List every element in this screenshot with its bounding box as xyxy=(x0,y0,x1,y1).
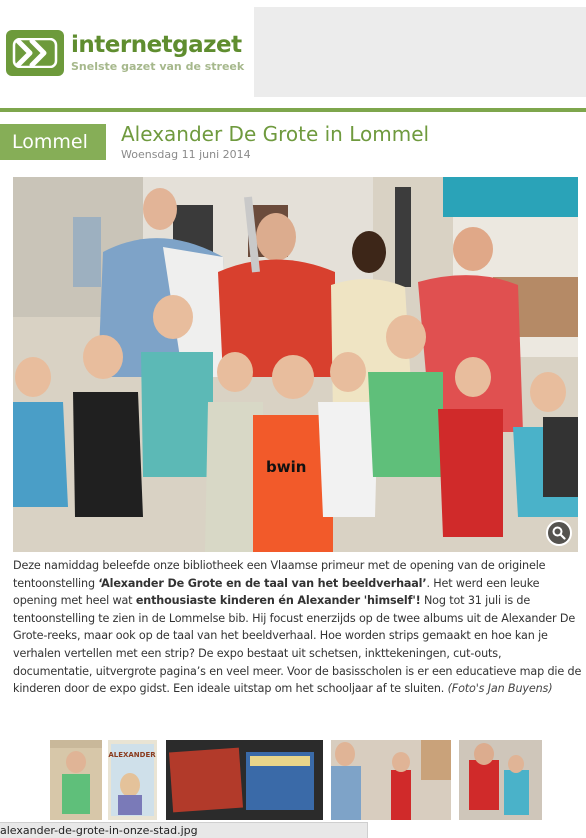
gallery-thumbnail[interactable] xyxy=(166,740,323,820)
body-emphasis: ‘Alexander De Grote en de taal van het beeldverhaal’ xyxy=(98,576,427,590)
article-title: Alexander De Grote in Lommel xyxy=(121,122,430,146)
advertisement-banner[interactable] xyxy=(254,7,586,97)
article-date: Woensdag 11 juni 2014 xyxy=(121,148,251,161)
thumbnail-caption: ALEXANDER xyxy=(108,751,156,759)
section-label[interactable]: Lommel xyxy=(0,124,106,160)
photo-credit: (Foto's Jan Buyens) xyxy=(447,682,553,696)
site-tagline: Snelste gazet van de streek xyxy=(71,60,245,73)
body-emphasis: enthousiaste kinderen én Alexander 'himself'! xyxy=(135,594,421,608)
body-text-run: . Het werd een leuke opening met heel wat xyxy=(13,576,540,608)
site-name: internetgazet xyxy=(71,32,242,58)
gallery-thumbnail[interactable] xyxy=(331,740,451,820)
body-text-run: Deze namiddag beleefde onze bibliotheek een Vlaamse primeur met de opening van de originele tentoonstelling xyxy=(13,559,546,590)
gallery-thumbnail[interactable] xyxy=(459,740,542,820)
gallery-thumbnail[interactable] xyxy=(108,740,157,820)
browser-status-bar: alexander-de-grote-in-onze-stad.jpg xyxy=(0,822,368,838)
header-divider xyxy=(0,108,586,112)
double-chevron-icon xyxy=(6,30,64,76)
shirt-text: bwin xyxy=(266,458,307,476)
article-body xyxy=(13,557,583,698)
site-header xyxy=(0,0,586,106)
site-logo[interactable] xyxy=(6,30,244,76)
body-text-run: Nog tot 31 juli is de tentoonstelling te zien in de Lommelse bib. Hij focust enerzijds op de twee albums uit de Alexander De Grote-reeks, maar ook op de taal van het beeldverhaal. Hoe worden strips gemaakt en hoe kan je verhalen vertellen met een strip? De expo bestaat uit schetsen, inkttekeningen, cut-outs, documentatie, uitvergrote pagina’s en veel meer. Voor de basisscholen is er een educatieve map die de kinderen door de expo gidst. Een ideale uitstap om het schooljaar af te sluiten. xyxy=(13,594,582,696)
zoom-icon[interactable] xyxy=(546,520,572,546)
gallery-thumbnail[interactable] xyxy=(50,740,102,820)
article-photo[interactable] xyxy=(13,177,578,552)
group-photo-illustration xyxy=(13,177,578,552)
